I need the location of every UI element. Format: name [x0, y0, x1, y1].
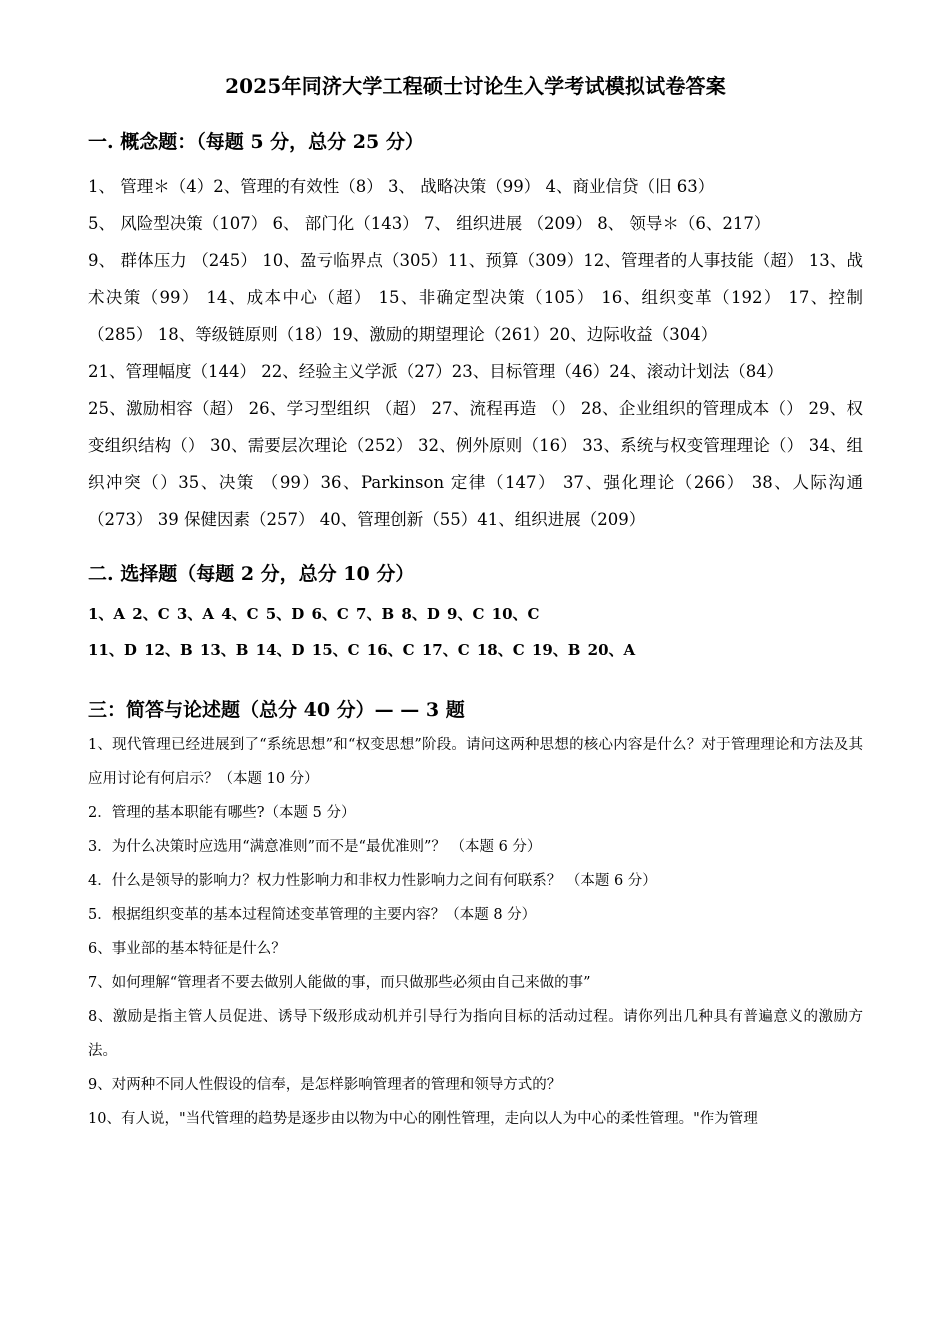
- essay-question: 8、激励是指主管人员促进、诱导下级形成动机并引导行为指向目标的活动过程。请你列出几种具有普遍意义的激励方法。: [88, 1009, 863, 1059]
- section-choice-heading: 二. 选择题（每题 2 分，总分 10 分）: [88, 563, 415, 585]
- essay-question: 6、事业部的基本特征是什么？: [88, 941, 286, 957]
- essay-question: 5．根据组织变革的基本过程简述变革管理的主要内容？（本题 8 分）: [88, 907, 537, 923]
- essay-question: 7、如何理解“管理者不要去做别人能做的事，而只做那些必须由自己来做的事”: [88, 975, 591, 991]
- document-title: 2025年同济大学工程硕士讨论生入学考试模拟试卷答案: [225, 74, 726, 98]
- section-choice-answers: [88, 596, 863, 668]
- essay-question: 9、对两种不同人性假设的信奉，是怎样影响管理者的管理和领导方式的？: [88, 1077, 562, 1093]
- section-essay-questions: [88, 728, 863, 1136]
- section-essay-heading: 三：简答与论述题（总分 40 分）— — 3 题: [88, 699, 465, 721]
- concept-paragraph: 5、 风险型决策（107） 6、 部门化（143） 7、 组织进展 （209） 8、 领导＊（6、217）: [88, 214, 771, 233]
- essay-question: 3．为什么决策时应选用“满意准则”而不是“最优准则”？ （本题 6 分）: [88, 839, 542, 855]
- concept-paragraph: 25、激励相容（超） 26、学习型组织 （超） 27、流程再造 （） 28、企业组织的管理成本（） 29、权变组织结构（） 30、需要层次理论（252） 32、例外原则（16） 33、系统与权变管理理论（） 34、组织冲突（）35、决策 （99）36、Parkinson 定律（147） 37、强化理论（266） 38、人际沟通（273） 39 保健因素（257） 40、管理创新（55）41、组织进展（209）: [88, 399, 863, 529]
- concept-paragraph: 21、管理幅度（144） 22、经验主义学派（27）23、目标管理（46）24、滚动计划法（84）: [88, 362, 784, 381]
- essay-question: 4．什么是领导的影响力？权力性影响力和非权力性影响力之间有何联系？ （本题 6 分）: [88, 873, 657, 889]
- concept-paragraph: 9、 群体压力 （245） 10、盈亏临界点（305）11、预算（309）12、管理者的人事技能（超） 13、战术决策（99） 14、成本中心（超） 15、非确定型决策（105） 16、组织变革（192） 17、控制 （285） 18、等级链原则（18）19、激励的期望理论（261）20、边际收益（304）: [88, 251, 863, 344]
- section-concepts-answers: [88, 168, 863, 538]
- essay-question: 10、有人说，"当代管理的趋势是逐步由以物为中心的刚性管理，走向以人为中心的柔性管理。"作为管理: [88, 1111, 758, 1127]
- section-concepts-heading: 一. 概念题：（每题 5 分，总分 25 分）: [88, 131, 424, 153]
- essay-question: 2．管理的基本职能有哪些?（本题 5 分）: [88, 805, 356, 821]
- concept-paragraph: 1、 管理＊（4）2、管理的有效性（8） 3、 战略决策（99） 4、商业信贷（旧 63）: [88, 177, 715, 196]
- essay-question: 1、现代管理已经进展到了“系统思想”和“权变思想”阶段。请问这两种思想的核心内容是什么？对于管理理论和方法及其应用讨论有何启示？（本题 10 分）: [88, 737, 863, 787]
- choice-answer-line: 1、A 2、C 3、A 4、C 5、D 6、C 7、B 8、D 9、C 10、C: [88, 605, 540, 623]
- choice-answer-line: 11、D 12、B 13、B 14、D 15、C 16、C 17、C 18、C 19、B 20、A: [88, 641, 636, 659]
- document-page: [88, 70, 863, 1136]
